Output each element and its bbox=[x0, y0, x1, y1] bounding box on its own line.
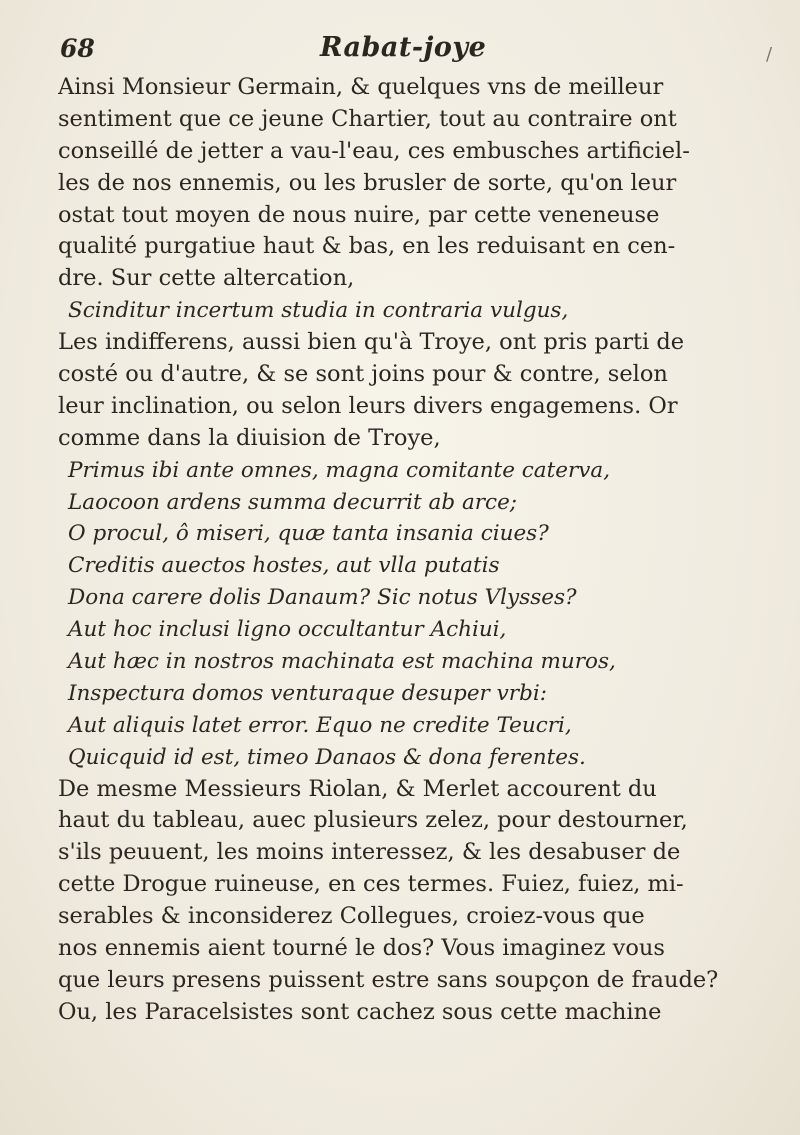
verse-line: Creditis auectos hostes, aut vlla putatis bbox=[68, 553, 500, 579]
text-line: Les indifferens, aussi bien qu'à Troye, ont pris parti de bbox=[58, 329, 685, 356]
corner-mark: / bbox=[766, 44, 773, 65]
verse-line: Laocoon ardens summa decurrit ab arce; bbox=[68, 489, 518, 515]
text-line: comme dans la diuision de Troye, bbox=[58, 424, 441, 451]
text-line: De mesme Messieurs Riolan, & Merlet accourent du bbox=[58, 775, 657, 802]
verse-line: Inspectura domos venturaque desuper vrbi: bbox=[68, 680, 547, 706]
text-line: qualité purgatiue haut & bas, en les reduisant en cen- bbox=[58, 233, 676, 260]
verse-line: Dona carere dolis Danaum? Sic notus Vlysses? bbox=[68, 585, 577, 611]
text-line: les de nos ennemis, ou les brusler de sorte, qu'on leur bbox=[58, 169, 677, 196]
verse-line: Primus ibi ante omnes, magna comitante caterva, bbox=[68, 457, 611, 483]
running-head: Rabat-joye bbox=[320, 32, 487, 63]
text-line: s'ils peuuent, les moins interessez, & les desabuser de bbox=[58, 839, 681, 866]
text-line: nos ennemis aient tourné le dos? Vous imaginez vous bbox=[58, 935, 665, 962]
text-line: ostat tout moyen de nous nuire, par cette veneneuse bbox=[58, 201, 660, 228]
text-line: Ainsi Monsieur Germain, & quelques vns de meilleur bbox=[58, 74, 664, 100]
text-line: costé ou d'autre, & se sont joins pour & contre, selon bbox=[58, 361, 668, 388]
page-number: 68 bbox=[60, 34, 95, 63]
text-line: dre. Sur cette altercation, bbox=[58, 265, 355, 292]
verse-line: Aut hæc in nostros machinata est machina muros, bbox=[68, 649, 616, 675]
body-text bbox=[58, 72, 770, 1029]
verse-line: Quicquid id est, timeo Danaos & dona ferentes. bbox=[68, 744, 586, 770]
text-line: haut du tableau, auec plusieurs zelez, pour destourner, bbox=[58, 807, 688, 834]
verse-line: O procul, ô miseri, quæ tanta insania ciues? bbox=[68, 521, 549, 547]
text-line: conseillé de jetter a vau-l'eau, ces embusches artificiel- bbox=[58, 137, 690, 164]
page-header bbox=[0, 30, 800, 70]
verse-line: Aut aliquis latet error. Equo ne credite Teucri, bbox=[68, 712, 572, 738]
text-line: serables & inconsiderez Collegues, croiez-vous que bbox=[58, 903, 645, 930]
verse-line: Scinditur incertum studia in contraria vulgus, bbox=[68, 298, 569, 324]
text-line: Ou, les Paracelsistes sont cachez sous cette machine bbox=[58, 998, 662, 1025]
text-line: cette Drogue ruineuse, en ces termes. Fuiez, fuiez, mi- bbox=[58, 871, 684, 898]
text-line: sentiment que ce jeune Chartier, tout au contraire ont bbox=[58, 105, 677, 132]
text-line: leur inclination, ou selon leurs divers engagemens. Or bbox=[58, 392, 678, 419]
text-line: que leurs presens puissent estre sans soupçon de fraude? bbox=[58, 966, 719, 993]
verse-line: Aut hoc inclusi ligno occultantur Achiui, bbox=[68, 617, 507, 643]
